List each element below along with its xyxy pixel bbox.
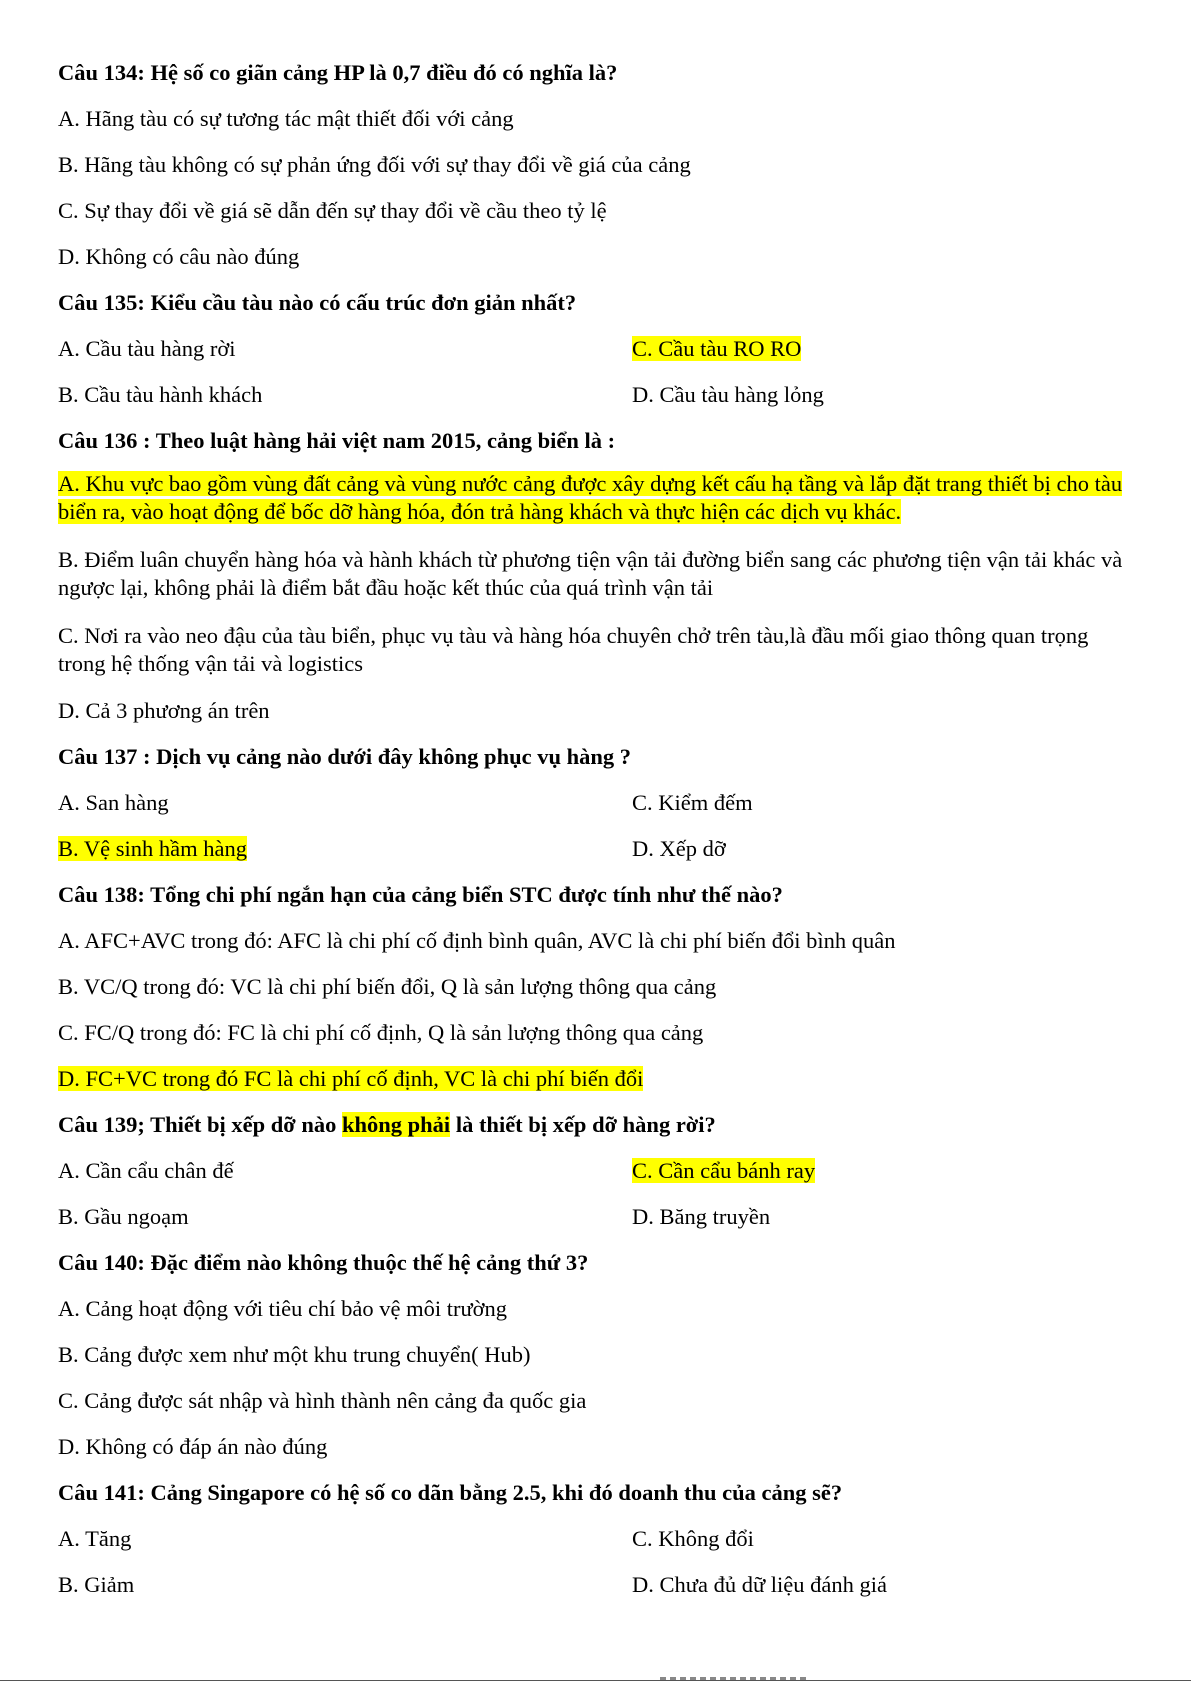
answer-136-d: D. Cả 3 phương án trên xyxy=(58,698,270,723)
answer-138-d-wrapper xyxy=(58,1065,643,1093)
answer-139-c: C. Cần cẩu bánh ray xyxy=(632,1158,816,1183)
answer-139-d: D. Băng truyền xyxy=(632,1204,771,1229)
answer-137-a: A. San hàng xyxy=(58,790,169,815)
answer-141-c: C. Không đổi xyxy=(632,1526,754,1551)
answer-139-b: B. Gầu ngoạm xyxy=(58,1204,189,1229)
answer-141-b: B. Giảm xyxy=(58,1572,135,1597)
answer-137-b-wrapper xyxy=(58,835,247,863)
answer-140-c: C. Cảng được sát nhập và hình thành nên cảng đa quốc gia xyxy=(58,1388,587,1413)
question-139-post: là thiết bị xếp dỡ hàng rời? xyxy=(450,1112,716,1137)
answer-140-a: A. Cảng hoạt động với tiêu chí bảo vệ môi trường xyxy=(58,1296,508,1321)
answer-134-d: D. Không có câu nào đúng xyxy=(58,244,300,269)
question-139 xyxy=(58,1111,716,1139)
answer-135-b: B. Cầu tàu hành khách xyxy=(58,382,263,407)
question-136: Câu 136 : Theo luật hàng hải việt nam 2015, cảng biển là : xyxy=(58,428,616,453)
question-134: Câu 134: Hệ số co giãn cảng HP là 0,7 điều đó có nghĩa là? xyxy=(58,60,618,85)
question-135: Câu 135: Kiểu cầu tàu nào có cấu trúc đơn giản nhất? xyxy=(58,290,577,315)
question-137: Câu 137 : Dịch vụ cảng nào dưới đây không phục vụ hàng ? xyxy=(58,744,632,769)
question-139-pre: Câu 139; Thiết bị xếp dỡ nào xyxy=(58,1112,342,1137)
answer-141-d: D. Chưa đủ dữ liệu đánh giá xyxy=(632,1572,887,1597)
answer-135-a: A. Cầu tàu hàng rời xyxy=(58,336,236,361)
answer-136-b: B. Điểm luân chuyển hàng hóa và hành khách từ phương tiện vận tải đường biển sang các phương tiện vận tải khác và ngược lại, không phải là điểm bắt đầu hoặc kết thúc của quá trình vận tải xyxy=(58,547,1123,600)
question-141: Câu 141: Cảng Singapore có hệ số co dãn bằng 2.5, khi đó doanh thu của cảng sẽ? xyxy=(58,1480,843,1505)
answer-138-b: B. VC/Q trong đó: VC là chi phí biến đổi, Q là sản lượng thông qua cảng xyxy=(58,974,717,999)
answer-134-c: C. Sự thay đổi về giá sẽ dẫn đến sự thay đổi về cầu theo tỷ lệ xyxy=(58,198,607,223)
answer-136-a: A. Khu vực bao gồm vùng đất cảng và vùng nước cảng được xây dựng kết cấu hạ tầng và lắp đặt trang thiết bị cho tàu biển ra, vào hoạt động để bốc dỡ hàng hóa, đón trả hàng khách và thực hiện các dịch vụ khác. xyxy=(58,471,1123,524)
answer-138-c: C. FC/Q trong đó: FC là chi phí cố định, Q là sản lượng thông qua cảng xyxy=(58,1020,704,1045)
answer-134-b: B. Hãng tàu không có sự phản ứng đối với sự thay đổi về giá của cảng xyxy=(58,152,691,177)
answer-135-d: D. Cầu tàu hàng lỏng xyxy=(632,382,824,407)
answer-137-d: D. Xếp dỡ xyxy=(632,836,726,861)
question-138: Câu 138: Tổng chi phí ngắn hạn của cảng biển STC được tính như thế nào? xyxy=(58,882,783,907)
page-bottom-marks xyxy=(660,1677,810,1680)
question-139-highlight: không phải xyxy=(341,1112,451,1137)
answer-140-d: D. Không có đáp án nào đúng xyxy=(58,1434,328,1459)
answer-134-a: A. Hãng tàu có sự tương tác mật thiết đối với cảng xyxy=(58,106,514,131)
answer-135-c-wrapper xyxy=(632,335,801,363)
answer-137-b: B. Vệ sinh hầm hàng xyxy=(58,836,247,861)
answer-135-c: C. Cầu tàu RO RO xyxy=(632,336,802,361)
question-140: Câu 140: Đặc điểm nào không thuộc thế hệ cảng thứ 3? xyxy=(58,1250,589,1275)
page-bottom-rule xyxy=(0,1680,1191,1681)
answer-139-c-wrapper xyxy=(632,1157,815,1185)
answer-137-c: C. Kiểm đếm xyxy=(632,790,753,815)
answer-140-b: B. Cảng được xem như một khu trung chuyển( Hub) xyxy=(58,1342,531,1367)
answer-138-a: A. AFC+AVC trong đó: AFC là chi phí cố định bình quân, AVC là chi phí biến đổi bình quân xyxy=(58,928,896,953)
answer-136-a-wrapper xyxy=(58,470,1138,526)
answer-141-a: A. Tăng xyxy=(58,1526,132,1551)
answer-139-a: A. Cần cẩu chân đế xyxy=(58,1158,234,1183)
answer-136-c: C. Nơi ra vào neo đậu của tàu biển, phục vụ tàu và hàng hóa chuyên chở trên tàu,là đầu mối giao thông quan trọng trong hệ thống vận tải và logistics xyxy=(58,623,1089,676)
answer-138-d: D. FC+VC trong đó FC là chi phí cố định, VC là chi phí biến đổi xyxy=(58,1066,644,1091)
